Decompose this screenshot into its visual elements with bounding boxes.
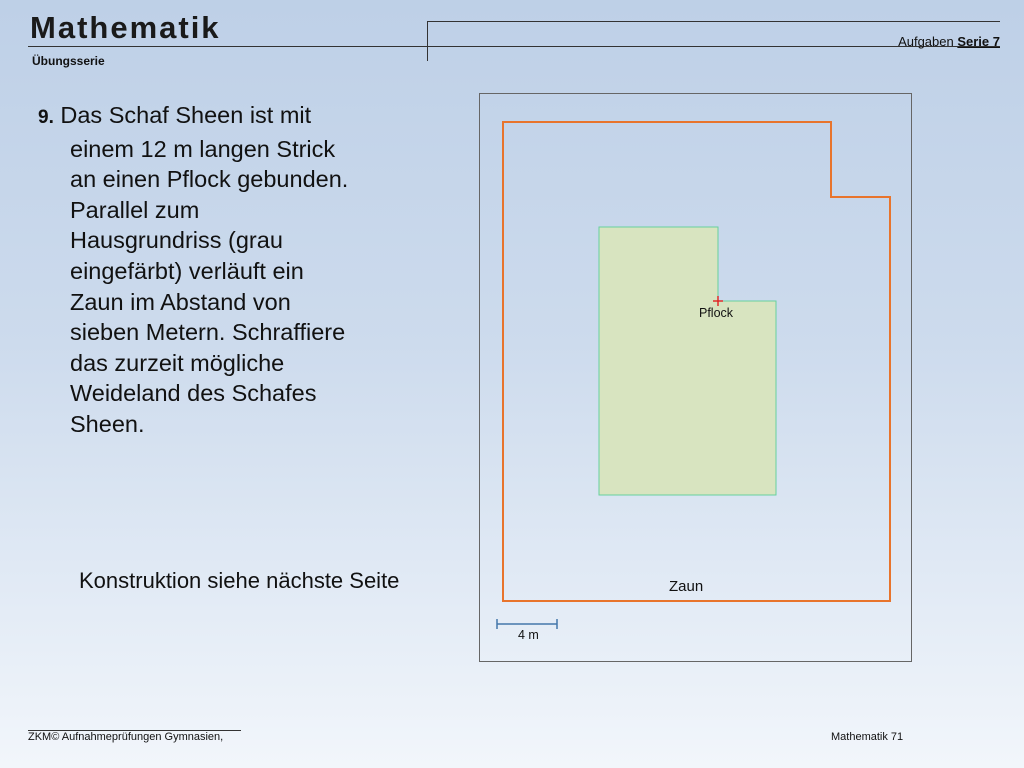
figure <box>479 93 913 663</box>
task-line: an einen Pflock gebunden. <box>70 166 349 193</box>
task-line: Weideland des Schafes <box>70 380 317 407</box>
house-floor-plan <box>599 227 776 495</box>
header-vertical-rule <box>427 21 428 61</box>
series-number: Serie 7 <box>957 34 1000 49</box>
task-line: das zurzeit mögliche <box>70 349 285 376</box>
series-prefix: Aufgaben <box>898 34 958 49</box>
page-title: Mathematik <box>30 10 221 45</box>
fence-label: Zaun <box>669 578 704 595</box>
page-subtitle: Übungsserie <box>32 54 105 68</box>
footer-source: ZKM© Aufnahmeprüfungen Gymnasien, <box>28 731 224 743</box>
peg-label: Pflock <box>699 306 734 320</box>
task-line: Sheen. <box>70 410 145 437</box>
task-line: Hausgrundriss (grau <box>70 227 283 254</box>
header-divider <box>28 46 1000 47</box>
task-line: eingefärbt) verläuft ein <box>70 257 304 284</box>
task-number: 9. <box>38 107 54 128</box>
task-line: sieben Metern. Schraffiere <box>70 319 346 346</box>
construction-hint: Konstruktion siehe nächste Seite <box>79 568 400 593</box>
task-paragraph <box>38 100 398 440</box>
series-label <box>898 34 1000 49</box>
task-line: Das Schaf Sheen ist mit <box>60 102 312 128</box>
task-line: einem 12 m langen Strick <box>70 135 336 162</box>
scale-label: 4 m <box>518 628 539 642</box>
task-line: Parallel zum <box>70 196 200 223</box>
footer-page-number: Mathematik 71 <box>831 731 904 743</box>
task-text <box>38 100 398 440</box>
task-line: Zaun im Abstand von <box>70 288 291 315</box>
header-top-rule <box>428 21 1000 22</box>
